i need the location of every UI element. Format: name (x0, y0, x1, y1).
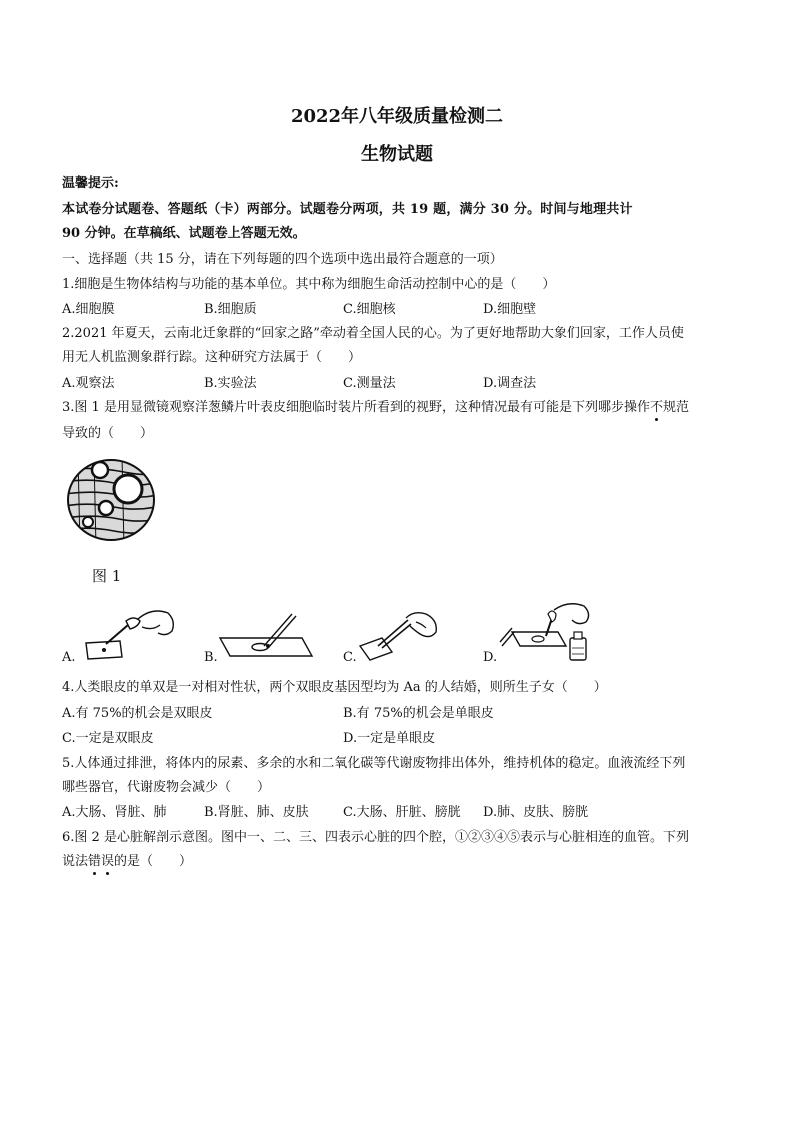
q5-option-c: C.大肠、肝脏、膀胱 (343, 805, 461, 820)
q4-option-b: B.有 75%的机会是单眼皮 (343, 706, 494, 721)
q1-option-b: B.细胞质 (204, 302, 257, 317)
q3-emphasis-not: 不 (649, 400, 663, 415)
q4-option-a: A.有 75%的机会是双眼皮 (62, 706, 213, 721)
q4-option-c: C.一定是双眼皮 (62, 731, 154, 746)
q2-option-d: D.调查法 (483, 376, 537, 391)
staining-with-bottle-illustration (498, 600, 598, 664)
q2-option-b: B.实验法 (204, 376, 257, 391)
page-title: 2022年八年级质量检测二 (290, 106, 504, 127)
q1-option-d: D.细胞壁 (483, 302, 537, 317)
question-3-stem-line-2: 导致的（ ） (62, 426, 154, 441)
q5-option-d: D.肺、皮肤、膀胱 (483, 805, 589, 820)
question-2-stem-line-2: 用无人机监测象群行踪。这种研究方法属于（ ） (62, 350, 362, 365)
q3-option-d: D. (483, 650, 498, 665)
notice-heading: 温馨提示: (62, 176, 119, 191)
notice-line-1: 本试卷分试题卷、答题纸（卡）两部分。试题卷分两项，共 19 题，满分 30 分。时间与地理共计 (62, 202, 633, 217)
cover-slip-illustration (216, 610, 316, 660)
q1-option-c: C.细胞核 (343, 302, 396, 317)
section-heading: 一、选择题（共 15 分，请在下列每题的四个选项中选出最符合题意的一项） (62, 252, 503, 267)
page-subtitle: 生物试题 (361, 144, 433, 165)
q2-option-c: C.测量法 (343, 376, 396, 391)
question-6-stem-line-2 (62, 853, 192, 871)
q5-option-b: B.肾脏、肺、皮肤 (204, 805, 309, 820)
dropper-on-slide-illustration (80, 603, 180, 663)
question-3-stem-line-1 (62, 399, 689, 417)
q3-option-a: A. (62, 650, 76, 665)
q6-stem-part-4: 的是（ ） (114, 854, 193, 869)
q6-emphasis-cuo: 错 (88, 854, 102, 869)
q5-option-a: A.大肠、肾脏、肺 (62, 805, 167, 820)
figure-1-caption: 图 1 (92, 567, 122, 585)
q2-option-a: A.观察法 (62, 376, 115, 391)
question-5-stem-line-2: 哪些器官，代谢废物会减少（ ） (62, 780, 271, 795)
question-1-stem: 1.细胞是生物体结构与功能的基本单位。其中称为细胞生命活动控制中心的是（ ） (62, 277, 556, 292)
q6-emphasis-wu: 误 (101, 854, 115, 869)
question-6-stem-line-1: 6.图 2 是心脏解剖示意图。图中一、二、三、四表示心脏的四个腔，①②③④⑤表示与心脏相连的血管。下列 (62, 830, 689, 845)
question-5-stem-line-1: 5.人体通过排泄，将体内的尿素、多余的水和二氧化碳等代谢废物排出体外，维持机体的稳定。血液流经下列 (62, 756, 686, 771)
q3-option-c: C. (343, 650, 357, 665)
notice-line-2: 90 分钟。在草稿纸、试题卷上答题无效。 (62, 226, 306, 241)
q4-option-d: D.一定是单眼皮 (343, 731, 436, 746)
q3-option-b: B. (204, 650, 218, 665)
forceps-on-slide-illustration (356, 606, 446, 662)
question-4-stem: 4.人类眼皮的单双是一对相对性状，两个双眼皮基因型均为 Aa 的人结婚，则所生子女（ ） (62, 680, 607, 695)
microscope-view-figure (64, 456, 164, 548)
q6-stem-part-1: 说法 (62, 854, 89, 869)
question-2-stem-line-1: 2.2021 年夏天，云南北迁象群的“回家之路”牵动着全国人民的心。为了更好地帮助大象们回家，工作人员使 (62, 326, 684, 341)
q3-stem-part-3: 规范 (662, 400, 689, 415)
q3-stem-part-1: 3.图 1 是用显微镜观察洋葱鳞片叶表皮细胞临时装片所看到的视野，这种情况最有可能是下列哪步操作 (62, 400, 650, 415)
q1-option-a: A.细胞膜 (62, 302, 115, 317)
